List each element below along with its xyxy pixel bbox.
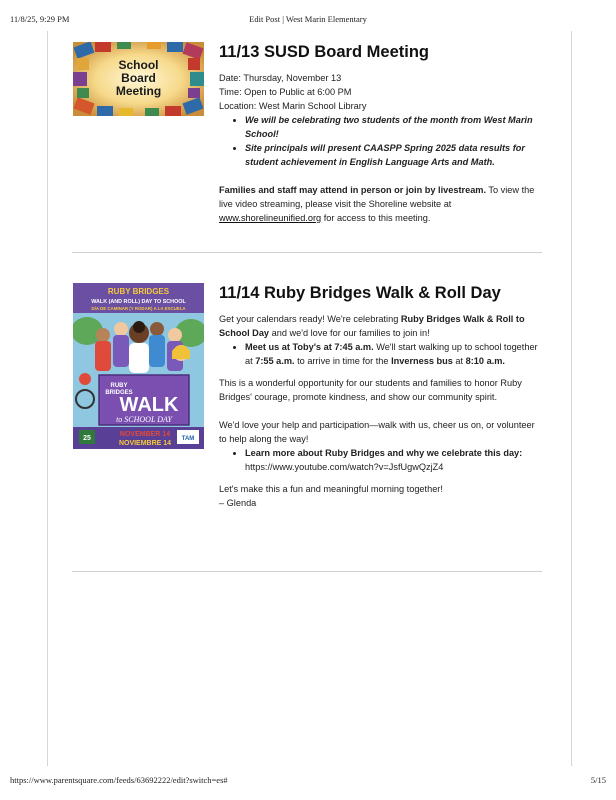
poster-walk: WALK — [119, 394, 179, 416]
list-item: • Learn more about Ruby Bridges and why we celebrate this day: https://www.youtube.com/watch?v=JsfUgwQzjZ4 — [245, 446, 544, 474]
youtube-link[interactable]: https://www.youtube.com/watch?v=JsfUgwQzjZ4 — [245, 462, 444, 472]
svg-text:BRIDGES: BRIDGES — [105, 390, 133, 396]
poster-badge: 25 — [83, 435, 91, 442]
print-datetime: 11/8/25, 9:29 PM — [10, 14, 70, 24]
meeting-time: Time: Open to Public at 6:00 PM — [219, 87, 352, 97]
post-title: 11/14 Ruby Bridges Walk & Roll Day — [219, 284, 501, 302]
post-body — [219, 283, 544, 510]
print-page-title: Edit Post | West Marin Elementary — [249, 14, 367, 24]
poster-spanish: DÍA DE CAMINAR (Y RODAR) A LA ESCUELA — [91, 306, 186, 311]
svg-text:RUBY: RUBY — [110, 383, 128, 389]
svg-text:to SCHOOL DAY: to SCHOOL DAY — [116, 415, 172, 424]
poster-date-es: NOVIEMBRE 14 — [118, 440, 172, 447]
volunteer-paragraph: We'd love your help and participation—walk with us, cheer us on, or volunteer to help along the way! — [219, 420, 535, 444]
list-item: • Meet us at Toby's at 7:45 a.m. We'll start walking up to school together at 7:55 a.m. to arrive in time for the Inverness bus at 8:10 a.m. — [245, 340, 544, 368]
courage-paragraph: This is a wonderful opportunity for our students and families to honor Ruby Bridges' courage, promote kindness, and show our community spirit. — [219, 378, 522, 402]
poster-date-en: NOVEMBER 14 — [119, 431, 171, 438]
intro-paragraph: Get your calendars ready! We're celebrating Ruby Bridges Walk & Roll to School Day and we'd love for our families to join in! — [219, 314, 525, 338]
post-walk-roll-day — [73, 283, 543, 553]
print-page-number: 5/15 — [590, 775, 606, 785]
post-divider — [72, 252, 542, 253]
thumb-line-1: School — [118, 58, 159, 72]
meeting-location: Location: West Marin School Library — [219, 101, 367, 111]
closing-line: Let's make this a fun and meaningful morning together! — [219, 484, 443, 494]
list-item: • We will be celebrating two students of the month from West Marin School! — [245, 113, 544, 141]
livestream-paragraph: Families and staff may attend in person or join by livestream. To view the live video streaming, please visit the Shoreline website at www.shorelineunified.org for access to this meeting. — [219, 185, 535, 223]
thumb-line-3: Meeting — [115, 84, 162, 98]
learn-more-list — [219, 446, 544, 474]
signoff: – Glenda — [219, 498, 257, 508]
print-url: https://www.parentsquare.com/feeds/63692222/edit?switch=es# — [10, 775, 228, 785]
post-board-meeting — [73, 42, 543, 232]
meeting-highlights — [219, 113, 544, 169]
meetup-list — [219, 340, 544, 368]
tam-logo: TAM — [181, 436, 195, 442]
thumb-line-2: Board — [121, 71, 156, 85]
post-divider — [72, 571, 542, 572]
post-title: 11/13 SUSD Board Meeting — [219, 43, 429, 61]
poster-title: RUBY BRIDGES — [107, 287, 170, 296]
poster-subtitle: WALK (AND ROLL) DAY TO SCHOOL — [91, 299, 186, 305]
post-body — [219, 42, 544, 225]
shoreline-website-link[interactable]: www.shorelineunified.org — [219, 213, 322, 223]
meeting-date: Date: Thursday, November 13 — [219, 73, 342, 83]
ruby-bridges-poster — [73, 283, 204, 449]
school-board-meeting-thumbnail — [73, 42, 204, 116]
list-item: • Site principals will present CAASPP Spring 2025 data results for student achievement in English Language Arts and Math. — [245, 141, 544, 169]
